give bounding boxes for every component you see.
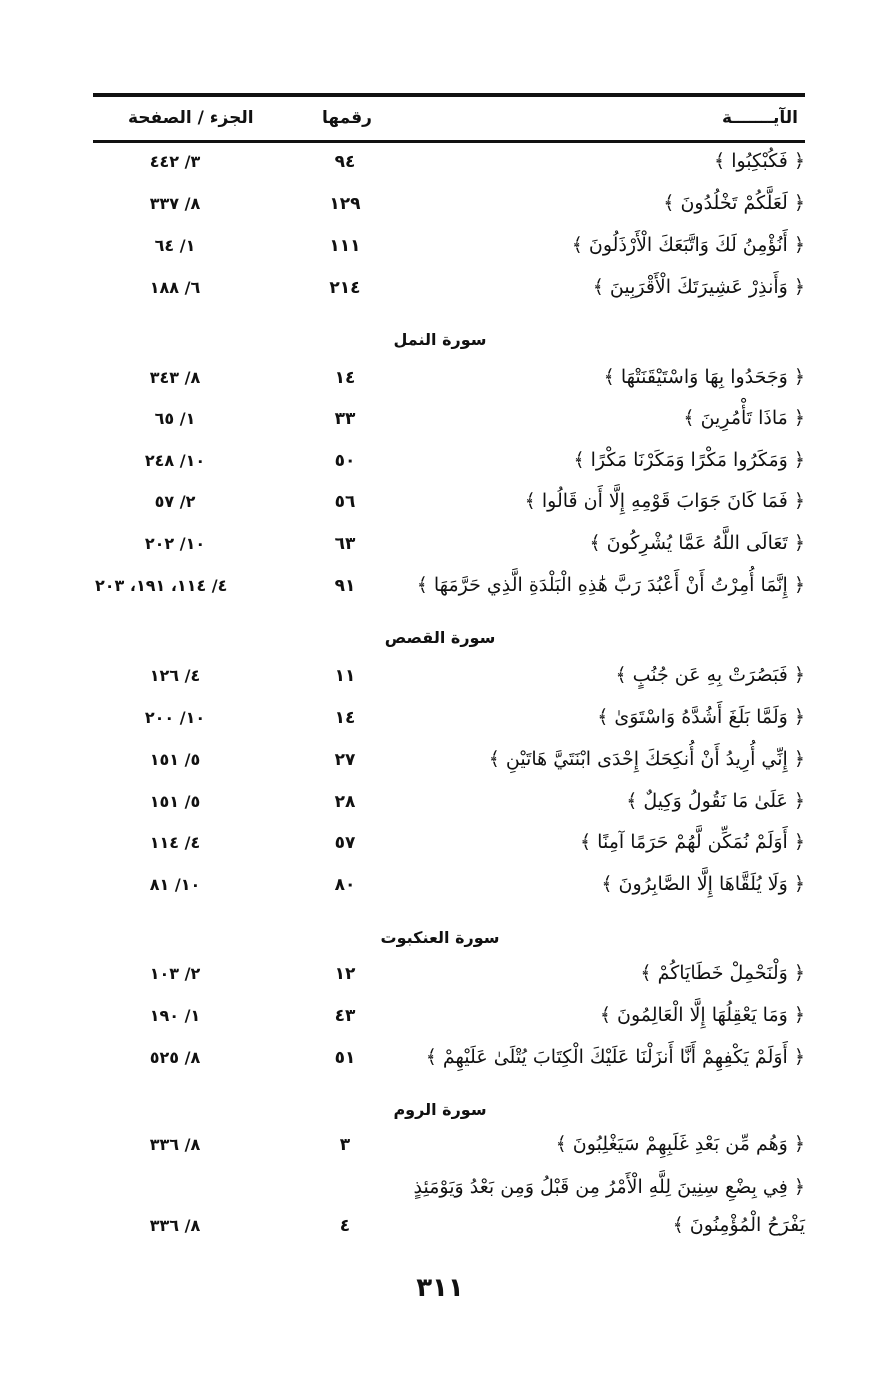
table-row	[0, 276, 873, 308]
verse-text: ﴿ وَلَا يُلَقَّاهَا إِلَّا الصَّابِرُونَ ﴾	[601, 873, 805, 895]
verse-number: ٢٨	[334, 792, 356, 812]
table-row	[0, 706, 873, 738]
verse-text: ﴿ وَأَنذِرْ عَشِيرَتَكَ الْأَقْرَبِينَ ﴾	[592, 276, 805, 298]
volume-page: ٢/ ١٠٣	[149, 964, 201, 983]
table-row	[0, 449, 873, 481]
table-row	[0, 831, 873, 863]
table-row	[0, 1004, 873, 1036]
volume-page: ١٠/ ٨١	[149, 875, 201, 894]
volume-page: ٣/ ٤٤٢	[149, 152, 201, 171]
table-row	[0, 407, 873, 439]
verse-text: ﴿ فَبَصُرَتْ بِهِ عَن جُنُبٍ ﴾	[615, 664, 805, 686]
table-row	[0, 490, 873, 522]
volume-page: ١٠/ ٢٤٨	[144, 451, 206, 470]
verse-text: ﴿ فَكُبْكِبُوا ﴾	[714, 150, 805, 172]
verse-number: ١١١	[329, 236, 361, 256]
header-bottom-rule	[93, 140, 805, 143]
verse-text-line2: يَفْرَحُ الْمُؤْمِنُونَ ﴾	[672, 1214, 805, 1236]
verse-number: ٩٤	[334, 152, 356, 172]
verse-number: ١٤	[334, 708, 356, 728]
verse-number: ٥٠	[334, 451, 356, 471]
column-header-number: رقمها	[322, 108, 372, 128]
table-row	[0, 366, 873, 398]
volume-page: ٥/ ١٥١	[149, 792, 201, 811]
verse-text: ﴿ وَلْنَحْمِلْ خَطَايَاكُمْ ﴾	[640, 962, 805, 984]
verse-number: ١٢٩	[329, 194, 361, 214]
surah-heading-naml: سورة النمل	[393, 330, 487, 349]
page-number: ٣١١	[416, 1273, 464, 1303]
verse-text: ﴿ وَجَحَدُوا بِهَا وَاسْتَيْقَنَتْهَا ﴾	[603, 366, 805, 388]
verse-number: ٤٣	[334, 1006, 356, 1026]
table-row	[0, 150, 873, 182]
verse-text: ﴿ إِنِّي أُرِيدُ أَنْ أُنكِحَكَ إِحْدَى ابْنَتَيَّ هَاتَيْنِ ﴾	[488, 748, 805, 770]
volume-page: ١/ ٦٥	[154, 409, 196, 428]
table-row	[0, 1046, 873, 1078]
table-row	[0, 574, 873, 606]
table-row	[0, 962, 873, 994]
volume-page: ١٠/ ٢٠٢	[144, 534, 206, 553]
verse-text: ﴿ تَعَالَى اللَّهُ عَمَّا يُشْرِكُونَ ﴾	[589, 532, 805, 554]
volume-page: ١٠/ ٢٠٠	[144, 708, 206, 727]
verse-text: ﴿ أَنُؤْمِنُ لَكَ وَاتَّبَعَكَ الْأَرْذَلُونَ ﴾	[571, 234, 805, 256]
volume-page: ١/ ١٩٠	[149, 1006, 201, 1025]
volume-page: ٨/ ٣٣٧	[149, 194, 201, 213]
verse-number: ٥١	[334, 1048, 356, 1068]
table-row	[0, 664, 873, 696]
table-row	[0, 1133, 873, 1165]
header-top-rule	[93, 93, 805, 97]
verse-text: ﴿ أَوَلَمْ يَكْفِهِمْ أَنَّا أَنزَلْنَا عَلَيْكَ الْكِتَابَ يُتْلَىٰ عَلَيْهِمْ ﴾	[425, 1046, 805, 1068]
verse-text: ﴿ وَهُم مِّن بَعْدِ غَلَبِهِمْ سَيَغْلِبُونَ ﴾	[555, 1133, 805, 1155]
volume-page: ٢/ ٥٧	[154, 492, 196, 511]
verse-text: ﴿ لَعَلَّكُمْ تَخْلُدُونَ ﴾	[663, 192, 805, 214]
verse-text-line1: ﴿ فِي بِضْعِ سِنِينَ لِلَّهِ الْأَمْرُ مِن قَبْلُ وَمِن بَعْدُ وَيَوْمَئِذٍ	[413, 1176, 805, 1198]
verse-number: ٢١٤	[329, 278, 361, 298]
verse-text: ﴿ وَمَا يَعْقِلُهَا إِلَّا الْعَالِمُونَ ﴾	[599, 1004, 805, 1026]
table-row	[0, 1214, 873, 1246]
verse-number: ٣٣	[334, 409, 356, 429]
column-header-location: الجزء / الصفحة	[128, 108, 254, 128]
surah-heading-ankabut: سورة العنكبوت	[380, 928, 500, 947]
volume-page: ٤/ ١٢٦	[149, 666, 201, 685]
table-row	[0, 532, 873, 564]
verse-number: ٤	[339, 1216, 351, 1236]
table-row	[0, 192, 873, 224]
verse-text: ﴿ مَاذَا تَأْمُرِينَ ﴾	[683, 407, 805, 429]
verse-text: ﴿ أَوَلَمْ نُمَكِّن لَّهُمْ حَرَمًا آمِنًا ﴾	[580, 831, 805, 853]
verse-number: ٣	[339, 1135, 351, 1155]
verse-text: ﴿ إِنَّمَا أُمِرْتُ أَنْ أَعْبُدَ رَبَّ هَٰذِهِ الْبَلْدَةِ الَّذِي حَرَّمَهَا ﴾	[416, 574, 805, 596]
table-row	[0, 790, 873, 822]
verse-text: ﴿ عَلَىٰ مَا نَقُولُ وَكِيلٌ ﴾	[626, 790, 805, 812]
column-header-verse: الآيـــــــة	[722, 108, 798, 128]
verse-text: ﴿ وَلَمَّا بَلَغَ أَشُدَّهُ وَاسْتَوَىٰ ﴾	[597, 706, 805, 728]
verse-text: ﴿ وَمَكَرُوا مَكْرًا وَمَكَرْنَا مَكْرًا ﴾	[573, 449, 805, 471]
surah-heading-qasas: سورة القصص	[384, 628, 496, 647]
verse-number: ٥٧	[334, 833, 356, 853]
volume-page: ٥/ ١٥١	[149, 750, 201, 769]
table-row	[0, 748, 873, 780]
verse-number: ٥٦	[334, 492, 356, 512]
verse-number: ٢٧	[334, 750, 356, 770]
volume-page: ١/ ٦٤	[154, 236, 196, 255]
table-row	[0, 234, 873, 266]
verse-text: ﴿ فَمَا كَانَ جَوَابَ قَوْمِهِ إِلَّا أَن قَالُوا ﴾	[524, 490, 805, 512]
volume-page: ٤/ ١١٤	[149, 833, 201, 852]
table-row	[0, 873, 873, 905]
surah-heading-rum: سورة الروم	[393, 1100, 487, 1119]
volume-page: ٨/ ٥٢٥	[149, 1048, 201, 1067]
verse-number: ٩١	[334, 576, 356, 596]
volume-page: ٦/ ١٨٨	[149, 278, 201, 297]
volume-page: ٤/ ١١٤، ١٩١، ٢٠٣	[95, 576, 228, 595]
verse-number: ٨٠	[334, 875, 356, 895]
verse-number: ١٢	[334, 964, 356, 984]
volume-page: ٨/ ٣٣٦	[149, 1216, 201, 1235]
volume-page: ٨/ ٣٤٣	[149, 368, 201, 387]
verse-number: ٦٣	[334, 534, 356, 554]
verse-number: ١٤	[334, 368, 356, 388]
verse-number: ١١	[334, 666, 356, 686]
volume-page: ٨/ ٣٣٦	[149, 1135, 201, 1154]
